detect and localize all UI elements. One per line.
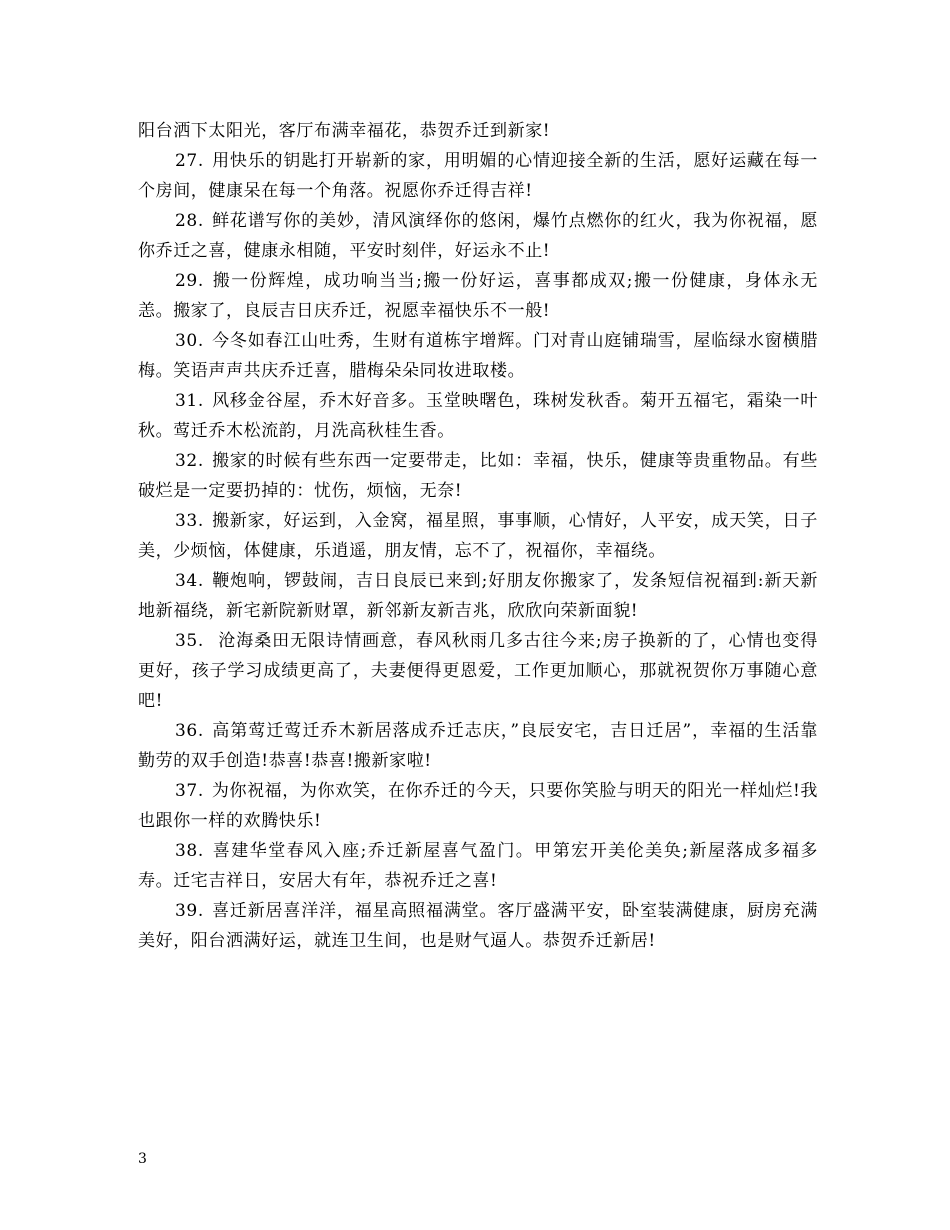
- list-item: [138, 446, 818, 506]
- list-item: [138, 776, 818, 836]
- item-text: 高第莺迁莺迁乔木新居落成乔迁志庆，”良辰安宅，吉日迁居”，幸福的生活靠勤劳的双手创造!恭喜!恭喜!搬新家啦!: [138, 721, 818, 771]
- list-item: [138, 566, 818, 626]
- item-number: 31.: [175, 391, 204, 411]
- item-number: 30.: [175, 331, 204, 351]
- item-number: 36.: [175, 721, 204, 741]
- item-text: 风移金谷屋，乔木好音多。玉堂映曙色，珠树发秋香。菊开五福宅，霜染一叶秋。莺迁乔木松流韵，月洗高秋桂生香。: [138, 391, 818, 441]
- lead-paragraph: 阳台洒下太阳光，客厅布满幸福花，恭贺乔迁到新家!: [138, 121, 551, 141]
- list-item: [138, 326, 818, 386]
- item-number: 28.: [175, 211, 204, 231]
- item-number: 34.: [175, 571, 204, 591]
- list-item: [138, 206, 818, 266]
- item-number: 27.: [175, 151, 204, 171]
- item-text: 搬家的时候有些东西一定要带走，比如：幸福，快乐，健康等贵重物品。有些破烂是一定要扔掉的：忧伤，烦恼，无奈!: [138, 451, 818, 501]
- item-text: 喜迁新居喜洋洋，福星高照福满堂。客厅盛满平安，卧室装满健康，厨房充满美好，阳台洒满好运，就连卫生间，也是财气逼人。恭贺乔迁新居!: [138, 901, 818, 951]
- item-text: 为你祝福，为你欢笑，在你乔迁的今天，只要你笑脸与明天的阳光一样灿烂!我也跟你一样的欢腾快乐!: [138, 781, 818, 831]
- item-number: 33.: [175, 511, 204, 531]
- list-item: [138, 506, 818, 566]
- item-number: 32.: [175, 451, 204, 471]
- document-body: [138, 116, 818, 956]
- item-number: 35.: [175, 631, 204, 651]
- item-number: 37.: [175, 781, 204, 801]
- item-number: 29.: [175, 271, 204, 291]
- item-text: 喜建华堂春风入座;乔迁新屋喜气盈门。甲第宏开美伦美奂;新屋落成多福多寿。迁宅吉祥日，安居大有年，恭祝乔迁之喜!: [138, 841, 818, 891]
- list-item: [138, 386, 818, 446]
- item-text: 搬一份辉煌，成功响当当;搬一份好运，喜事都成双;搬一份健康，身体永无恙。搬家了，良辰吉日庆乔迁，祝愿幸福快乐不一般!: [138, 271, 818, 321]
- item-text: 搬新家，好运到，入金窝，福星照，事事顺，心情好，人平安，成天笑，日子美，少烦恼，体健康，乐逍遥，朋友情，忘不了，祝福你，幸福绕。: [138, 511, 818, 561]
- item-number: 38.: [175, 841, 204, 861]
- item-number: 39.: [175, 901, 204, 921]
- list-item: [138, 146, 818, 206]
- item-text: 今冬如春江山吐秀，生财有道栋宇增辉。门对青山庭铺瑞雪，屋临绿水窗横腊梅。笑语声声共庆乔迁喜，腊梅朵朵同妆进取楼。: [138, 331, 818, 381]
- list-item: [138, 716, 818, 776]
- item-text: 沧海桑田无限诗情画意，春风秋雨几多古往今来;房子换新的了，心情也变得更好，孩子学习成绩更高了，夫妻便得更恩爱，工作更加顺心，那就祝贺你万事随心意吧!: [138, 631, 818, 711]
- item-text: 鞭炮响，锣鼓闹，吉日良辰已来到;好朋友你搬家了，发条短信祝福到:新天新地新福绕，新宅新院新财罩，新邻新友新吉兆，欣欣向荣新面貌!: [138, 571, 818, 621]
- item-text: 用快乐的钥匙打开崭新的家，用明媚的心情迎接全新的生活，愿好运藏在每一个房间，健康呆在每一个角落。祝愿你乔迁得吉祥!: [138, 151, 818, 201]
- list-item: [138, 836, 818, 896]
- list-item: [138, 896, 818, 956]
- page-number: 3: [138, 1151, 147, 1167]
- list-item: [138, 626, 818, 716]
- list-item: [138, 266, 818, 326]
- item-text: 鲜花谱写你的美妙，清风演绎你的悠闲，爆竹点燃你的红火，我为你祝福，愿你乔迁之喜，健康永相随，平安时刻伴，好运永不止!: [138, 211, 818, 261]
